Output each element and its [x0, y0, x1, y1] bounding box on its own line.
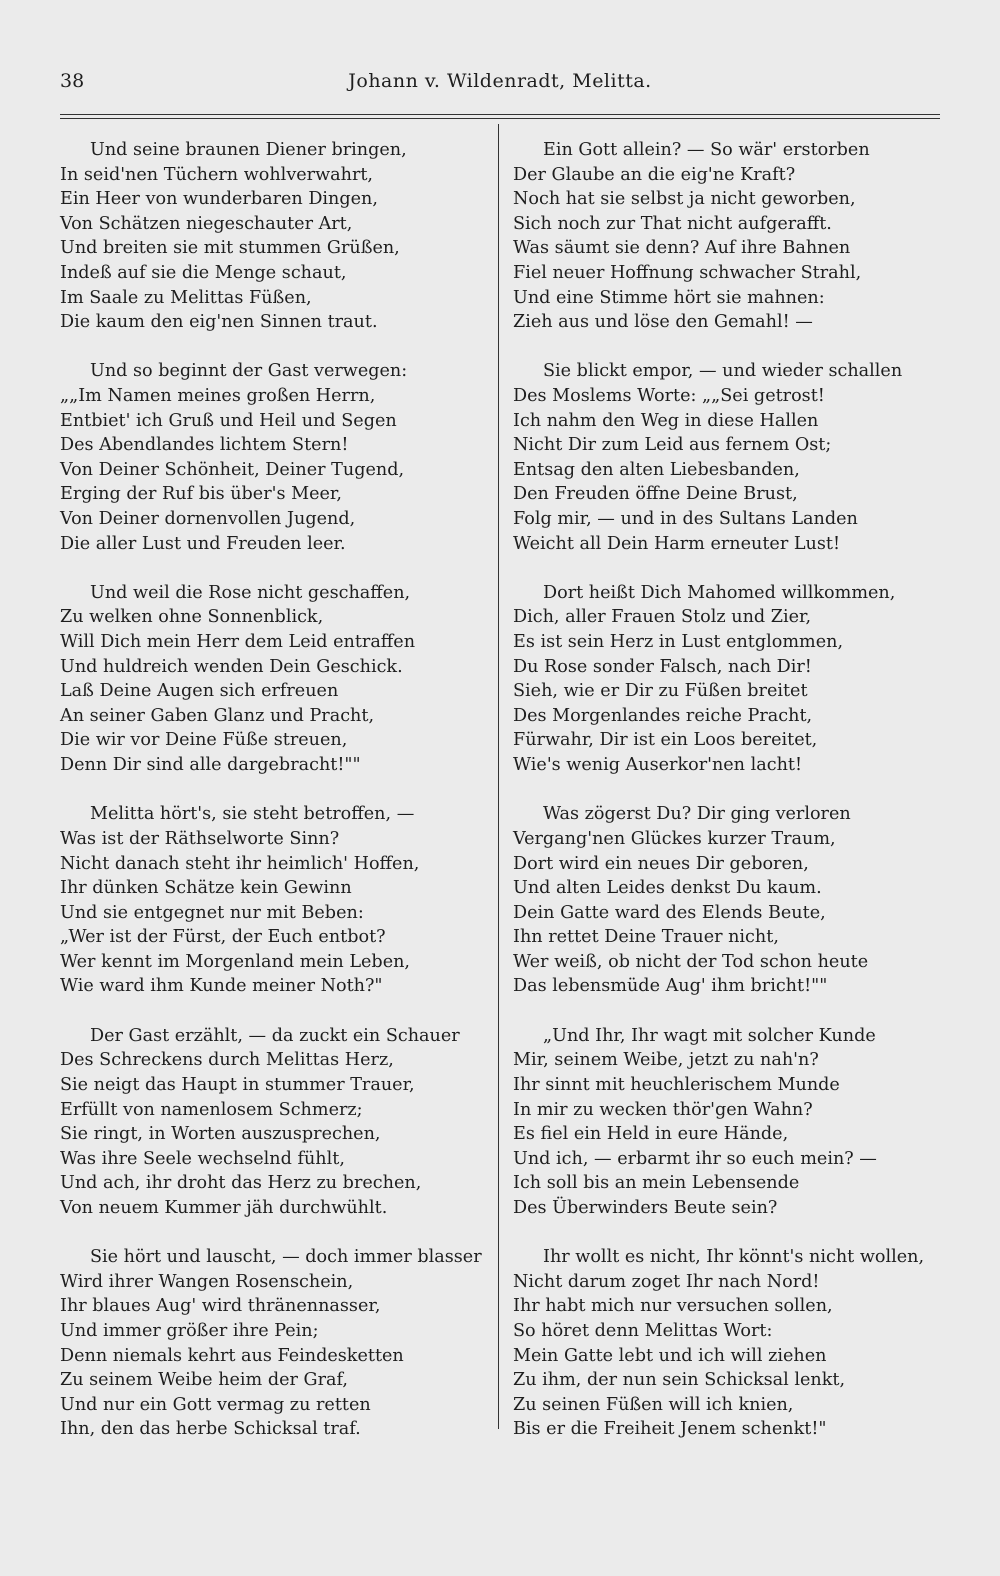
verse-line: Ihn rettet Deine Trauer nicht, — [513, 927, 779, 948]
stanza — [60, 802, 500, 999]
verse-line: Des Morgenlandes reiche Pracht, — [513, 705, 813, 726]
verse-line: Und so beginnt der Gast verwegen: — [90, 361, 408, 382]
verse-line: Von Schätzen niegeschauter Art, — [60, 213, 353, 234]
verse-line: Die kaum den eig'nen Sinnen traut. — [60, 312, 378, 333]
verse-line: Und breiten sie mit stummen Grüßen, — [60, 238, 400, 259]
verse-line: Melitta hört's, sie steht betroffen, — — [90, 804, 415, 825]
verse-line: „Wer ist der Fürst, der Euch entbot? — [60, 927, 386, 948]
stanza — [513, 1024, 953, 1221]
stanza — [60, 581, 500, 778]
verse-line: Ich nahm den Weg in diese Hallen — [513, 410, 819, 431]
verse-line: Der Glaube an die eig'ne Kraft? — [513, 164, 796, 185]
verse-line: Und eine Stimme hört sie mahnen: — [513, 287, 825, 308]
verse-line: Denn niemals kehrt aus Feindesketten — [60, 1345, 404, 1366]
verse-line: Zu ihm, der nun sein Schicksal lenkt, — [513, 1370, 846, 1391]
verse-line: Mir, seinem Weibe, jetzt zu nah'n? — [513, 1050, 819, 1071]
verse-line: Erfüllt von namenlosem Schmerz; — [60, 1099, 363, 1120]
verse-line: Zieh aus und löse den Gemahl! — — [513, 312, 813, 333]
verse-line: „Und Ihr, Ihr wagt mit solcher Kunde — [543, 1025, 876, 1046]
verse-line: An seiner Gaben Glanz und Pracht, — [60, 705, 375, 726]
verse-line: Was ist der Räthselworte Sinn? — [60, 828, 340, 849]
verse-line: Fürwahr, Dir ist ein Loos bereitet, — [513, 730, 818, 751]
verse-line: Dort wird ein neues Dir geboren, — [513, 853, 809, 874]
stanza — [60, 1024, 500, 1221]
stanza — [513, 359, 953, 556]
stanza — [513, 1245, 953, 1442]
verse-line: Indeß auf sie die Menge schaut, — [60, 262, 347, 283]
verse-line: Ich soll bis an mein Lebensende — [513, 1173, 800, 1194]
verse-line: Ihr sinnt mit heuchlerischem Munde — [513, 1074, 840, 1095]
verse-line: Wie ward ihm Kunde meiner Noth?" — [60, 976, 383, 997]
verse-line: Mein Gatte lebt und ich will ziehen — [513, 1345, 827, 1366]
stanza — [60, 138, 500, 335]
verse-line: Entsag den alten Liebesbanden, — [513, 459, 800, 480]
verse-line: Von neuem Kummer jäh durchwühlt. — [60, 1197, 388, 1218]
verse-line: In mir zu wecken thör'gen Wahn? — [513, 1099, 813, 1120]
verse-line: Des Moslems Worte: „„Sei getrost! — [513, 386, 825, 407]
verse-line: Dich, aller Frauen Stolz und Zier, — [513, 607, 812, 628]
running-title: Johann v. Wildenradt, Melitta. — [348, 70, 652, 92]
page-number: 38 — [60, 70, 85, 92]
stanza — [60, 359, 500, 556]
verse-line: Wer weiß, ob nicht der Tod schon heute — [513, 951, 869, 972]
verse-line: Und immer größer ihre Pein; — [60, 1320, 319, 1341]
verse-line: Will Dich mein Herr dem Leid entraffen — [60, 632, 416, 653]
verse-line: Dort heißt Dich Mahomed willkommen, — [543, 582, 896, 603]
verse-line: Des Schreckens durch Melittas Herz, — [60, 1050, 394, 1071]
verse-line: Laß Deine Augen sich erfreuen — [60, 681, 339, 702]
verse-line: Was zögerst Du? Dir ging verloren — [543, 804, 851, 825]
verse-line: Und sie entgegnet nur mit Beben: — [60, 902, 364, 923]
verse-line: Wer kennt im Morgenland mein Leben, — [60, 951, 411, 972]
verse-line: Erging der Ruf bis über's Meer, — [60, 484, 342, 505]
verse-line: Ihr wollt es nicht, Ihr könnt's nicht wollen, — [543, 1247, 925, 1268]
verse-line: „„Im Namen meines großen Herrn, — [60, 386, 376, 407]
verse-line: Was ihre Seele wechselnd fühlt, — [60, 1148, 345, 1169]
verse-line: Zu seinen Füßen will ich knien, — [513, 1394, 794, 1415]
verse-line: Und ich, — erbarmt ihr so euch mein? — — [513, 1148, 877, 1169]
verse-line: Ihr blaues Aug' wird thränennasser, — [60, 1296, 381, 1317]
verse-line: Fiel neuer Hoffnung schwacher Strahl, — [513, 262, 862, 283]
verse-line: Von Deiner Schönheit, Deiner Tugend, — [60, 459, 405, 480]
verse-line: Die aller Lust und Freuden leer. — [60, 533, 346, 554]
verse-line: Denn Dir sind alle dargebracht!"" — [60, 755, 361, 776]
verse-line: Des Überwinders Beute sein? — [513, 1197, 778, 1218]
verse-line: Ihr dünken Schätze kein Gewinn — [60, 878, 352, 899]
verse-line: Zu welken ohne Sonnenblick, — [60, 607, 324, 628]
verse-line: Zu seinem Weibe heim der Graf, — [60, 1370, 348, 1391]
verse-line: Und weil die Rose nicht geschaffen, — [90, 582, 411, 603]
page-header — [60, 70, 940, 100]
stanza — [513, 138, 953, 335]
verse-line: Ihr habt mich nur versuchen sollen, — [513, 1296, 833, 1317]
verse-line: Den Freuden öffne Deine Brust, — [513, 484, 798, 505]
header-rule-bottom — [60, 118, 940, 119]
verse-line: Sie neigt das Haupt in stummer Trauer, — [60, 1074, 415, 1095]
verse-line: Folg mir, — und in des Sultans Landen — [513, 509, 858, 529]
verse-line: Vergang'nen Glückes kurzer Traum, — [513, 828, 836, 849]
stanza — [513, 802, 953, 999]
verse-line: Es fiel ein Held in eure Hände, — [513, 1124, 789, 1145]
verse-line: Nicht darum zoget Ihr nach Nord! — [513, 1271, 820, 1292]
header-rule-top — [60, 114, 940, 115]
verse-line: Weicht all Dein Harm erneuter Lust! — [513, 533, 841, 554]
verse-line: Von Deiner dornenvollen Jugend, — [60, 509, 356, 529]
verse-line: Nicht Dir zum Leid aus fernem Ost; — [513, 435, 832, 456]
verse-line: Und alten Leides denkst Du kaum. — [513, 878, 822, 899]
verse-line: Und nur ein Gott vermag zu retten — [60, 1394, 371, 1415]
verse-line: Noch hat sie selbst ja nicht geworben, — [513, 189, 856, 210]
verse-line: Des Abendlandes lichtem Stern! — [60, 435, 349, 456]
right-column — [513, 138, 953, 1467]
verse-line: Sich noch zur That nicht aufgerafft. — [513, 213, 832, 234]
verse-line: Das lebensmüde Aug' ihm bricht!"" — [513, 976, 828, 997]
verse-line: Im Saale zu Melittas Füßen, — [60, 287, 312, 308]
verse-line: Wird ihrer Wangen Rosenschein, — [60, 1271, 354, 1292]
verse-line: Sie hört und lauscht, — doch immer blasser — [90, 1247, 482, 1268]
verse-line: Sie ringt, in Worten auszusprechen, — [60, 1124, 381, 1145]
left-column — [60, 138, 500, 1467]
verse-line: Und seine braunen Diener bringen, — [90, 140, 407, 160]
verse-line: Wie's wenig Auserkor'nen lacht! — [513, 755, 803, 776]
verse-line: Nicht danach steht ihr heimlich' Hoffen, — [60, 853, 420, 874]
verse-line: So höret denn Melittas Wort: — [513, 1320, 773, 1341]
verse-line: Sieh, wie er Dir zu Füßen breitet — [513, 681, 808, 702]
verse-line: Ein Heer von wunderbaren Dingen, — [60, 189, 378, 210]
verse-line: Ihn, den das herbe Schicksal traf. — [60, 1419, 361, 1440]
verse-line: Sie blickt empor, — und wieder schallen — [543, 361, 903, 382]
verse-line: Dein Gatte ward des Elends Beute, — [513, 902, 826, 923]
verse-line: Entbiet' ich Gruß und Heil und Segen — [60, 410, 397, 431]
verse-line: Und huldreich wenden Dein Geschick. — [60, 656, 403, 677]
verse-line: Du Rose sonder Falsch, nach Dir! — [513, 656, 812, 677]
verse-line: Ein Gott allein? — So wär' erstorben — [543, 140, 870, 160]
verse-line: Es ist sein Herz in Lust entglommen, — [513, 632, 844, 653]
verse-line: Der Gast erzählt, — da zuckt ein Schauer — [90, 1025, 460, 1046]
verse-line: Was säumt sie denn? Auf ihre Bahnen — [513, 238, 851, 259]
verse-line: Bis er die Freiheit Jenem schenkt!" — [513, 1419, 827, 1440]
verse-line: In seid'nen Tüchern wohlverwahrt, — [60, 164, 374, 185]
stanza — [60, 1245, 500, 1442]
verse-line: Die wir vor Deine Füße streuen, — [60, 730, 348, 751]
verse-line: Und ach, ihr droht das Herz zu brechen, — [60, 1173, 422, 1194]
stanza — [513, 581, 953, 778]
